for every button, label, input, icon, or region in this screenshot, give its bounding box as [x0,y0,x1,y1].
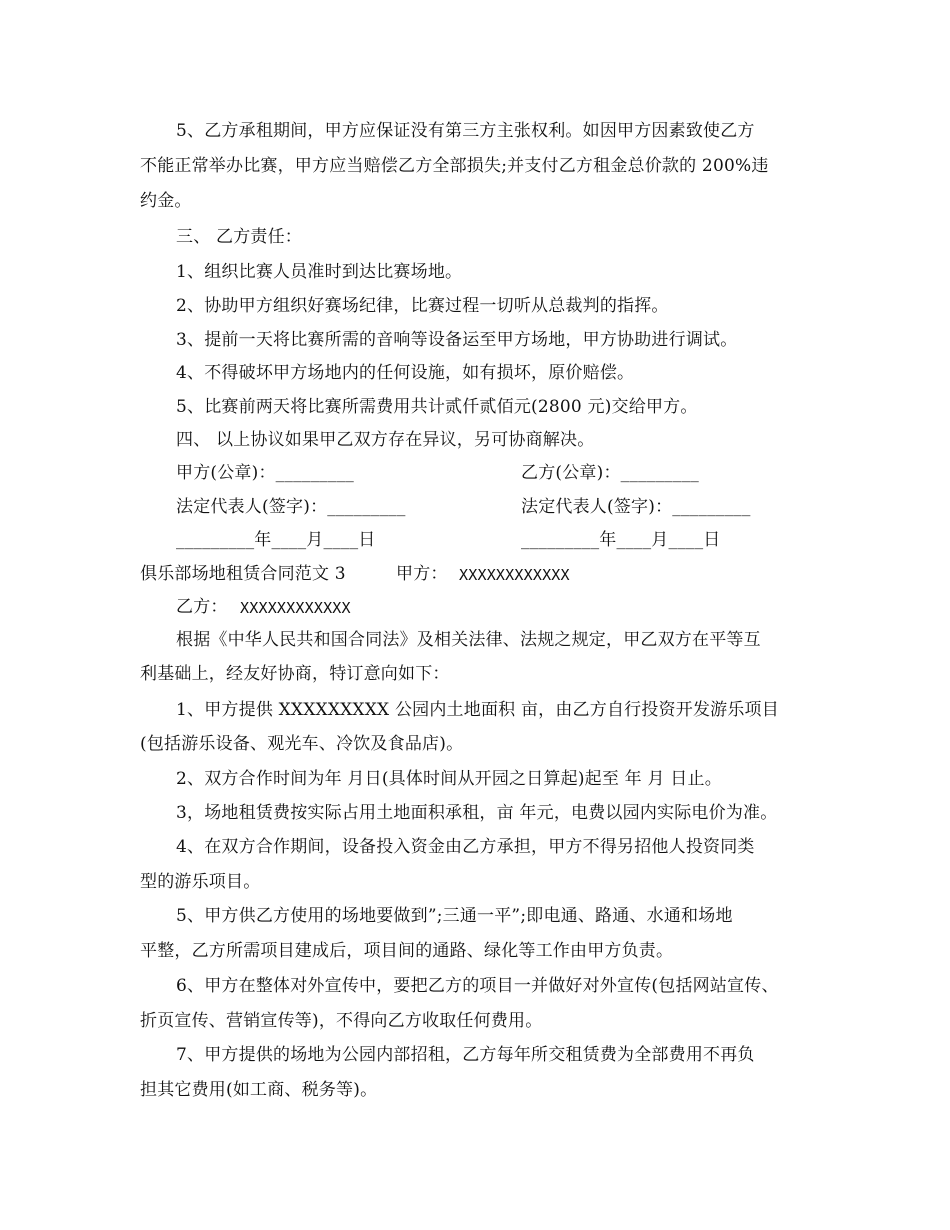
paragraph-line: 约金。 [140,191,192,211]
party-a-label: 甲方： [396,564,448,584]
paragraph-line: 根据《中华人民共和国合同法》及相关法律、法规之规定，甲乙双方在平等互 [176,630,761,650]
party-b-representative: 法定代表人(签字)：_________ [521,497,751,517]
paragraph-line: 5、乙方承租期间，甲方应保证没有第三方主张权利。如因甲方因素致使乙方 [176,121,755,141]
paragraph-line: 5、甲方供乙方使用的场地要做到”;三通一平”;即电通、路通、水通和场地 [176,906,733,926]
second-doc-title: 俱乐部场地租赁合同范文 3 [140,564,346,584]
paragraph-line: 5、比赛前两天将比赛所需费用共计贰仟贰佰元(2800 元)交给甲方。 [176,397,698,417]
paragraph-line: 2、双方合作时间为年 月日(具体时间从开园之日算起)起至 年 月 日止。 [176,769,722,789]
party-a-representative: 法定代表人(签字)：_________ [176,497,406,517]
paragraph-line: 3、提前一天将比赛所需的音响等设备运至甲方场地，甲方协助进行调试。 [176,330,738,350]
party-a-date: _________年____月____日 [176,530,376,550]
paragraph-line: 3，场地租赁费按实际占用土地面积承租，亩 年元，电费以园内实际电价为准。 [176,803,778,823]
paragraph-line: 4、不得破坏甲方场地内的任何设施，如有损坏，原价赔偿。 [176,363,635,383]
party-b-value: XXXXXXXXXXXX [240,599,351,617]
party-a-seal: 甲方(公章)：_________ [176,463,354,483]
paragraph-line: 7、甲方提供的场地为公园内部招租，乙方每年所交租赁费为全部费用不再负 [176,1045,755,1065]
paragraph-line: 4、在双方合作期间，设备投入资金由乙方承担，甲方不得另招他人投资同类 [176,837,755,857]
section-heading: 三、 乙方责任： [176,227,303,247]
party-b-label: 乙方： [176,597,228,617]
paragraph-line: 1、组织比赛人员准时到达比赛场地。 [176,262,463,282]
section-heading: 四、 以上协议如果甲乙双方存在异议，另可协商解决。 [176,430,595,450]
paragraph-line: 担其它费用(如工商、税务等)。 [140,1080,378,1100]
paragraph-line: 不能正常举办比赛，甲方应当赔偿乙方全部损失;并支付乙方租金总价款的 200%违 [140,156,769,176]
paragraph-line: 利基础上，经友好协商，特订意向如下： [140,664,450,684]
paragraph-line: 折页宣传、营销宣传等)，不得向乙方收取任何费用。 [140,1011,543,1031]
party-b-seal: 乙方(公章)：_________ [521,463,699,483]
paragraph-line: 平整，乙方所需项目建成后，项目间的通路、绿化等工作由甲方负责。 [140,941,674,961]
paragraph-line: (包括游乐设备、观光车、冷饮及食品店)。 [140,734,464,754]
paragraph-line: 1、甲方提供 XXXXXXXXX 公园内土地面积 亩，由乙方自行投资开发游乐项目 [176,700,779,720]
paragraph-line: 6、甲方在整体对外宣传中，要把乙方的项目一并做好对外宣传(包括网站宣传、 [176,976,779,996]
paragraph-line: 2、协助甲方组织好赛场纪律，比赛过程一切听从总裁判的指挥。 [176,296,669,316]
party-b-date: _________年____月____日 [521,530,721,550]
party-a-value: XXXXXXXXXXXX [459,566,570,584]
paragraph-line: 型的游乐项目。 [140,872,261,892]
